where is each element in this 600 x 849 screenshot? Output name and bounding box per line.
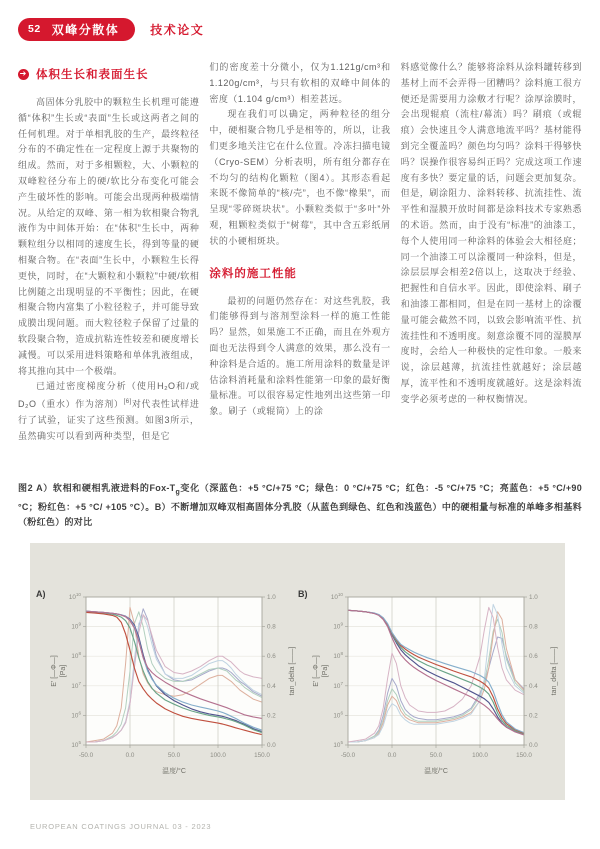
header-tag: 技术论文 [150, 22, 205, 37]
chart-a [36, 587, 300, 792]
svg-text:[Pa]: [Pa] [322, 664, 329, 678]
panel-label-a: A) [36, 589, 46, 599]
svg-text:107: $10^7$ [71, 680, 81, 690]
svg-text:0.8: 0.8 [529, 623, 538, 631]
section-heading-2: 涂料的施工性能 [209, 267, 297, 280]
svg-text:1.0: 1.0 [267, 594, 276, 601]
svg-text:E' [—Φ—]: E' [—Φ—] [51, 655, 58, 687]
svg-text:105: $10^5$ [333, 740, 343, 749]
svg-text:150.0: 150.0 [254, 752, 270, 759]
column-left [18, 60, 199, 480]
svg-text:105: $10^5$ [71, 740, 81, 749]
paragraph-6: 料感觉像什么？能够将涂料从涂料罐转移到基材上而不会弄得一团糟吗？涂料施工很方便还是需要用力涂敷才行呢？涂厚涂膜时，会出现辊痕（流柱/幕流）吗？刷痕（或辊痕）会快速且令人满意地流平吗？基材能得到完全覆盖吗？颜色均匀吗？涂料干得够快吗？误操作很容易纠正吗？完成这项工作速度有多快？要定量的话，问题会更加复杂。但是，刷涂阻力、涂料转移、抗流挂性、流平性和湿膜开放时间都是涂料技术专家熟悉的术语。然而，由于没有“标准”的油漆工，每个人使用同一种涂料的体验会大相径庭；同一个油漆工可以涂覆同一种涂料，但是，涂层层厚会相差2倍以上，这取决于经验、把握性和自信水平。因此，即使涂料、刷子和油漆工都相同，但是在同一基材上的涂覆量可能会截然不同，以致会影响流平性、抗流挂性和不透明度。刻意涂覆不同的湿膜厚度时，会给人一种极快的定性印象。一般来说，涂层越薄，抗流挂性就越好；涂层越厚，流平性和不透明度就越好。这是涂料流变学必须考虑的一种权衡情况。 [400, 62, 582, 404]
paragraph-1: 高固体分乳胶中的颗粒生长机理可能遵循“体积”生长或“表面”生长或这两者之间的任何机理。对于单相乳胶的生产，最终粒径分布的不确定性在一定程度上源于共聚物的组成。然而，对于多相颗粒，大、小颗粒的双峰粒径分布上的硬/软比分布变化可能会产生破坏性的影响。可能会出现两种极端情况。从给定的双峰、第一相为软相聚合物乳液作为中间体开始：在“体积”生长中，两种颗粒组分以相同的速度生长，得到等量的硬相聚合物。在“表面”生长中，小颗粒生长得更快，同时，在“大颗粒和小颗粒”中硬/软相比例随之出现明显的不平衡性；因此，在硬相聚合物内富集了小粒径粒子，并可能导致成膜出现问题。而大粒径粒子保留了过量的软段聚合物，造成抗粘连性较差和硬度增长减慢。可以采用进料策略和单体乳液组成，将其推向其中一个极端。 [18, 97, 200, 376]
chart-b-plot [310, 587, 562, 792]
section-heading-1-text: 体积生长和表面生长 [36, 69, 149, 81]
svg-text:100.0: 100.0 [472, 752, 488, 759]
svg-text:106: $10^6$ [71, 710, 81, 720]
page-header [0, 17, 204, 41]
svg-text:109: $10^9$ [333, 621, 343, 631]
column-right [401, 60, 582, 480]
journal-footer: EUROPEAN COATINGS JOURNAL 03 - 2023 [30, 822, 212, 831]
panel-label-b: B) [298, 589, 308, 599]
svg-text:-50.0: -50.0 [340, 752, 356, 759]
article-columns [18, 60, 582, 480]
svg-text:温度/°C: 温度/°C [424, 768, 448, 775]
svg-text:tan_delta [——]: tan_delta [——] [551, 646, 558, 696]
svg-text:0.0: 0.0 [267, 742, 276, 749]
svg-text:0.2: 0.2 [529, 712, 538, 720]
svg-text:1010: $10^{10}$ [68, 592, 81, 601]
reference-mark: [6] [123, 399, 132, 406]
svg-text:1.0: 1.0 [529, 594, 538, 601]
svg-text:0.6: 0.6 [529, 653, 538, 661]
page-number: 52 [28, 23, 41, 35]
svg-text:50.0: 50.0 [167, 752, 181, 759]
svg-text:107: $10^7$ [333, 680, 343, 690]
section-heading-1 [18, 66, 199, 82]
caption-text-b: 变化（深蓝色：+5 °C/+75 °C；绿色：0 °C/+75 °C；红色：-5 °C/+75 °C；亮蓝色：+5 °C/+90 °C；粉红色：+5 °C/ +105 °C）。B）不断增加双峰双相高固体分乳胶（从蓝色到绿色、红色和浅蓝色）中的硬相量与标准的单峰多相基料（粉红色）的对比 [18, 483, 582, 527]
svg-text:50.0: 50.0 [429, 752, 443, 759]
svg-text:0.4: 0.4 [529, 682, 538, 690]
caption-subscript: g [175, 488, 181, 496]
svg-text:150.0: 150.0 [516, 752, 532, 759]
paragraph-2 [18, 379, 199, 444]
svg-text:108: $10^8$ [333, 651, 343, 661]
paragraph-5: 最初的问题仍然存在：对这些乳胶，我们能够得到与溶剂型涂料一样的施工性能吗？显然，如果施工不正确，而且在外观方面也无法得到令人满意的效果，那么没有一种涂料是合适的。施工所用涂料的数量是评估涂料消耗量和涂料性能第一印象的最好衡量标准。可以很容易定性地列出这些第一印象。刷子（或辊筒）上的涂 [209, 295, 391, 417]
svg-text:100.0: 100.0 [210, 752, 226, 759]
svg-text:0.0: 0.0 [125, 752, 135, 759]
chart-b [298, 587, 562, 792]
svg-text:1010: $10^{10}$ [330, 592, 343, 601]
figure-box [30, 543, 565, 800]
svg-text:0.4: 0.4 [267, 682, 276, 690]
svg-text:温度/°C: 温度/°C [162, 768, 186, 775]
svg-text:108: $10^8$ [71, 651, 81, 661]
svg-text:0.0: 0.0 [387, 752, 397, 759]
svg-text:0.8: 0.8 [267, 623, 276, 631]
svg-text:0.2: 0.2 [267, 712, 276, 720]
article-title: 双峰分散体 [51, 22, 120, 37]
svg-text:-50.0: -50.0 [78, 752, 94, 759]
chart-a-plot [48, 587, 300, 792]
paragraph-4: 现在我们可以确定，两种粒径的组分中，硬相聚合物几乎是相等的，所以，让我们更多地关注它在什么位置。冷冻扫描电镜（Cryo-SEM）分析表明，所有组分都存在不均匀的结构化颗粒（图4）。其形态看起来既不像简单的“核/壳”，也不像“橡果”，而呈现“零碎斑块状”。小颗粒类似于“多叶”外观，粗颗粒类似于“树莓”，其中含五彩纸屑状的小硬相斑块。 [209, 109, 391, 246]
svg-text:[Pa]: [Pa] [60, 664, 67, 678]
column-middle [209, 60, 390, 480]
paragraph-2-text-a: 已通过密度梯度分析（使用H₂O和/或D₂O（重水）作为溶剂） [18, 381, 200, 410]
caption-text-a: 图2 A）软相和硬相乳液进料的Fox-T [18, 483, 176, 493]
arrow-bullet-icon [18, 69, 29, 80]
svg-text:tan_delta [——]: tan_delta [——] [289, 646, 296, 696]
svg-text:0.0: 0.0 [529, 742, 538, 749]
svg-text:0.6: 0.6 [267, 653, 276, 661]
header-pill [18, 18, 135, 41]
paragraph-3: 们的密度差十分微小，仅为1.121g/cm³和1.120g/cm³，与只有软相的双峰中间体的密度（1.104 g/cm³）相差甚远。 [209, 62, 391, 104]
figure-caption [18, 481, 582, 530]
svg-text:E' [—Φ—]: E' [—Φ—] [313, 655, 320, 687]
svg-text:106: $10^6$ [333, 710, 343, 720]
paragraph-2-text-b: 对代表性试样进行了试验，证实了这些预测。如图3所示，虽然确实可以看到两种类型，但是它 [18, 399, 200, 441]
svg-text:109: $10^9$ [71, 621, 81, 631]
